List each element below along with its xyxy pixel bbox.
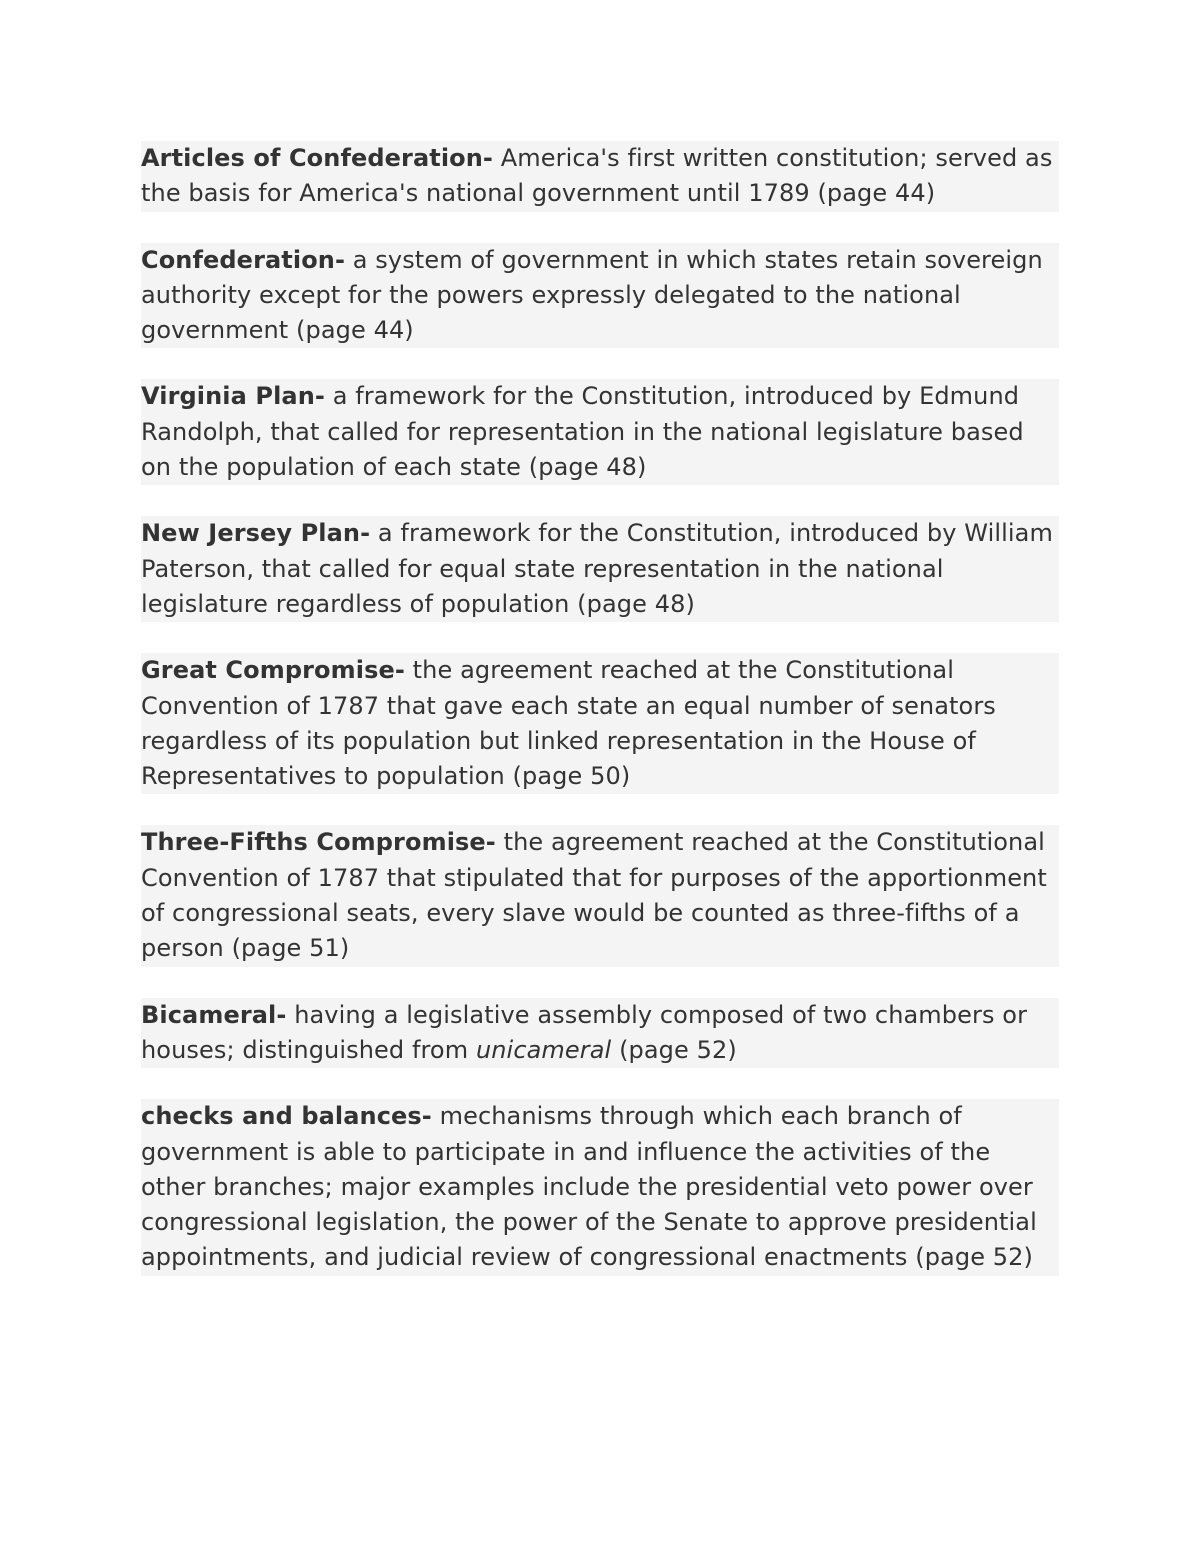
glossary-term: Virginia Plan- [141,382,325,411]
glossary-definition-italic-term: unicameral [475,1035,612,1064]
glossary-definition: mechanisms through which each branch of government is able to participate in and influence the activities of the other branches; major examples include the presidential veto power over congressional legislation, the power of the Senate to approve presidential appointments, and judicial review of congressional enactments (page 52) [141,1102,1037,1272]
document-page [141,141,1059,1307]
glossary-entry-great-compromise [141,653,1059,794]
glossary-term: checks and balances- [141,1102,432,1131]
glossary-entry-three-fifths-compromise [141,825,1059,966]
glossary-definition: a system of government in which states retain sovereign authority except for the powers expressly delegated to the national government (page 44) [141,245,1043,345]
glossary-definition: the agreement reached at the Constitutional Convention of 1787 that stipulated that for purposes of the apportionment of congressional seats, every slave would be counted as three-fifths of a person (page 51) [141,828,1047,963]
glossary-definition: a framework for the Constitution, introduced by William Paterson, that called for equal state representation in the national legislature regardless of population (page 48) [141,519,1053,618]
glossary-term: Articles of Confederation- [141,144,493,172]
glossary-entry-checks-and-balances [141,1099,1059,1275]
glossary-term: New Jersey Plan- [141,519,371,548]
glossary-entry-virginia-plan [141,379,1059,485]
glossary-entry-bicameral [141,998,1059,1069]
glossary-entry-new-jersey-plan [141,516,1059,622]
glossary-entry-confederation [141,243,1059,349]
glossary-definition: America's first written constitution; served as the basis for America's national government until 1789 (page 44) [141,144,1053,208]
glossary-term: Confederation- [141,245,346,274]
glossary-definition: the agreement reached at the Constitutional Convention of 1787 that gave each state an equal number of senators regardless of its population but linked representation in the House of Representatives to population (page 50) [141,656,996,791]
glossary-definition: a framework for the Constitution, introduced by Edmund Randolph, that called for representation in the national legislature based on the population of each state (page 48) [141,382,1024,482]
glossary-term: Bicameral- [141,1000,287,1029]
glossary-definition-page: (page 52) [619,1035,737,1064]
glossary-term: Great Compromise- [141,656,405,685]
glossary-term: Three-Fifths Compromise- [141,828,496,857]
glossary-definition: having a legislative assembly composed of two chambers or houses; distinguished from [141,1000,1028,1064]
glossary-entry-articles-of-confederation [141,141,1059,212]
